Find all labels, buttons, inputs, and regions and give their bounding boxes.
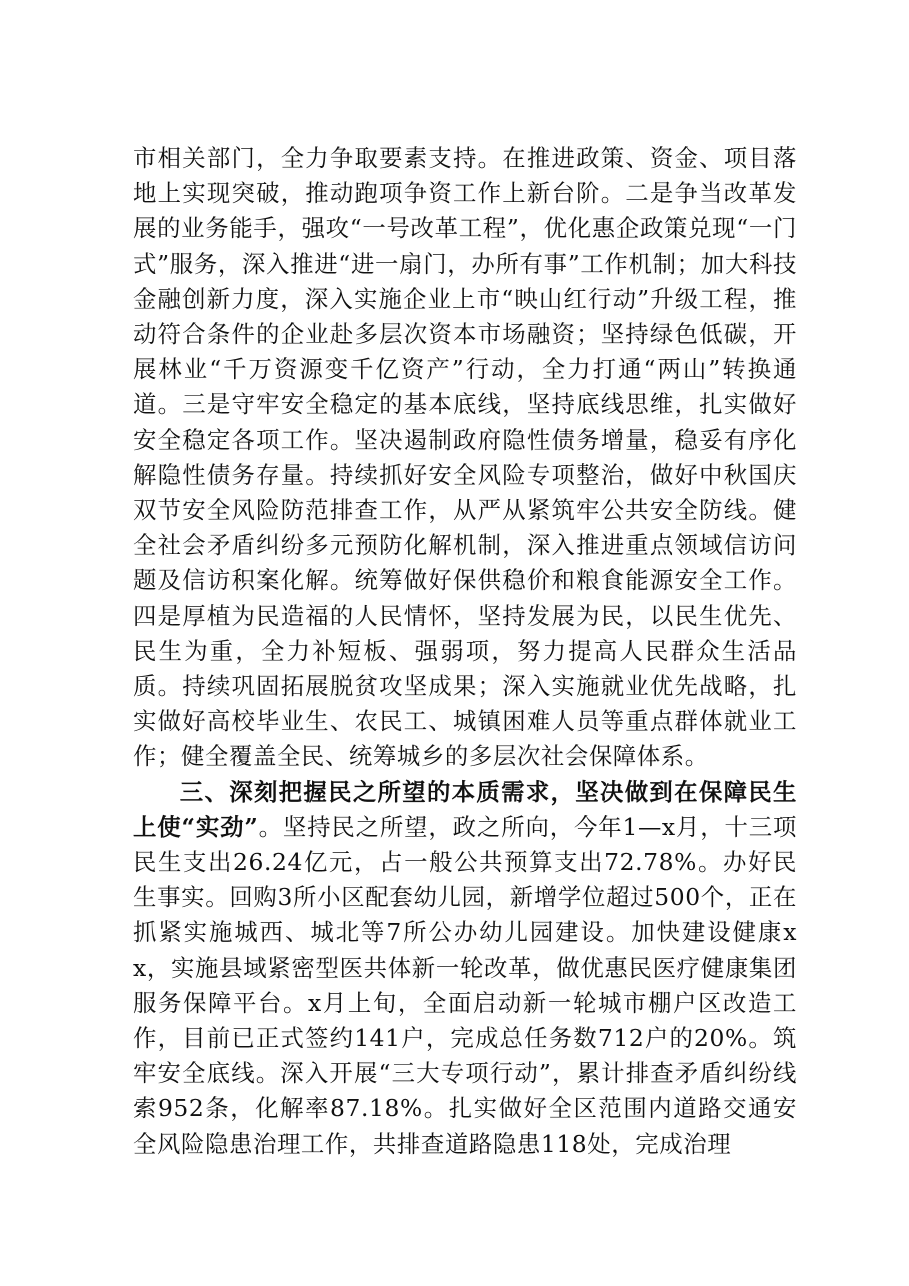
section-heading: 三、深刻把握民之所望的本质需求，坚决做到在保障民生上使“实劲” <box>133 777 797 841</box>
document-body <box>133 141 797 1162</box>
section-paragraph <box>133 775 797 1162</box>
body-paragraph: 市相关部门，全力争取要素支持。在推进政策、资金、项目落地上实现突破，推动跑项争资工作上新台阶。二是争当改革发展的业务能手，强攻“一号改革工程”，优化惠企政策兑现“一门式”服务，深入推进“进一扇门，办所有事”工作机制；加大科技金融创新力度，深入实施企业上市“映山红行动”升级工程，推动符合条件的企业赴多层次资本市场融资；坚持绿色低碳，开展林业“千万资源变千亿资产”行动，全力打通“两山”转换通道。三是守牢安全稳定的基本底线，坚持底线思维，扎实做好安全稳定各项工作。坚决遏制政府隐性债务增量，稳妥有序化解隐性债务存量。持续抓好安全风险专项整治，做好中秋国庆双节安全风险防范排查工作，从严从紧筑牢公共安全防线。健全社会矛盾纠纷多元预防化解机制，深入推进重点领域信访问题及信访积案化解。统筹做好保供稳价和粮食能源安全工作。四是厚植为民造福的人民情怀，坚持发展为民，以民生优先、民生为重，全力补短板、强弱项，努力提高人民群众生活品质。持续巩固拓展脱贫攻坚成果；深入实施就业优先战略，扎实做好高校毕业生、农民工、城镇困难人员等重点群体就业工作；健全覆盖全民、统筹城乡的多层次社会保障体系。 <box>133 144 797 771</box>
section-body-text: 。坚持民之所望，政之所向，今年1—x月，十三项民生支出26.24亿元，占一般公共预算支出72.78%。办好民生事实。回购3所小区配套幼儿园，新增学位超过500个，正在抓紧实施城西、城北等7所公办幼儿园建设。加快建设健康xx，实施县域紧密型医共体新一轮改革，做优惠民医疗健康集团服务保障平台。x月上旬，全面启动新一轮城市棚户区改造工作，目前已正式签约141户，完成总任务数712户的20%。筑牢安全底线。深入开展“三大专项行动”，累计排查矛盾纠纷线索952条，化解率87.18%。扎实做好全区范围内道路交通安全风险隐患治理工作，共排查道路隐患118处，完成治理 <box>133 812 797 1158</box>
